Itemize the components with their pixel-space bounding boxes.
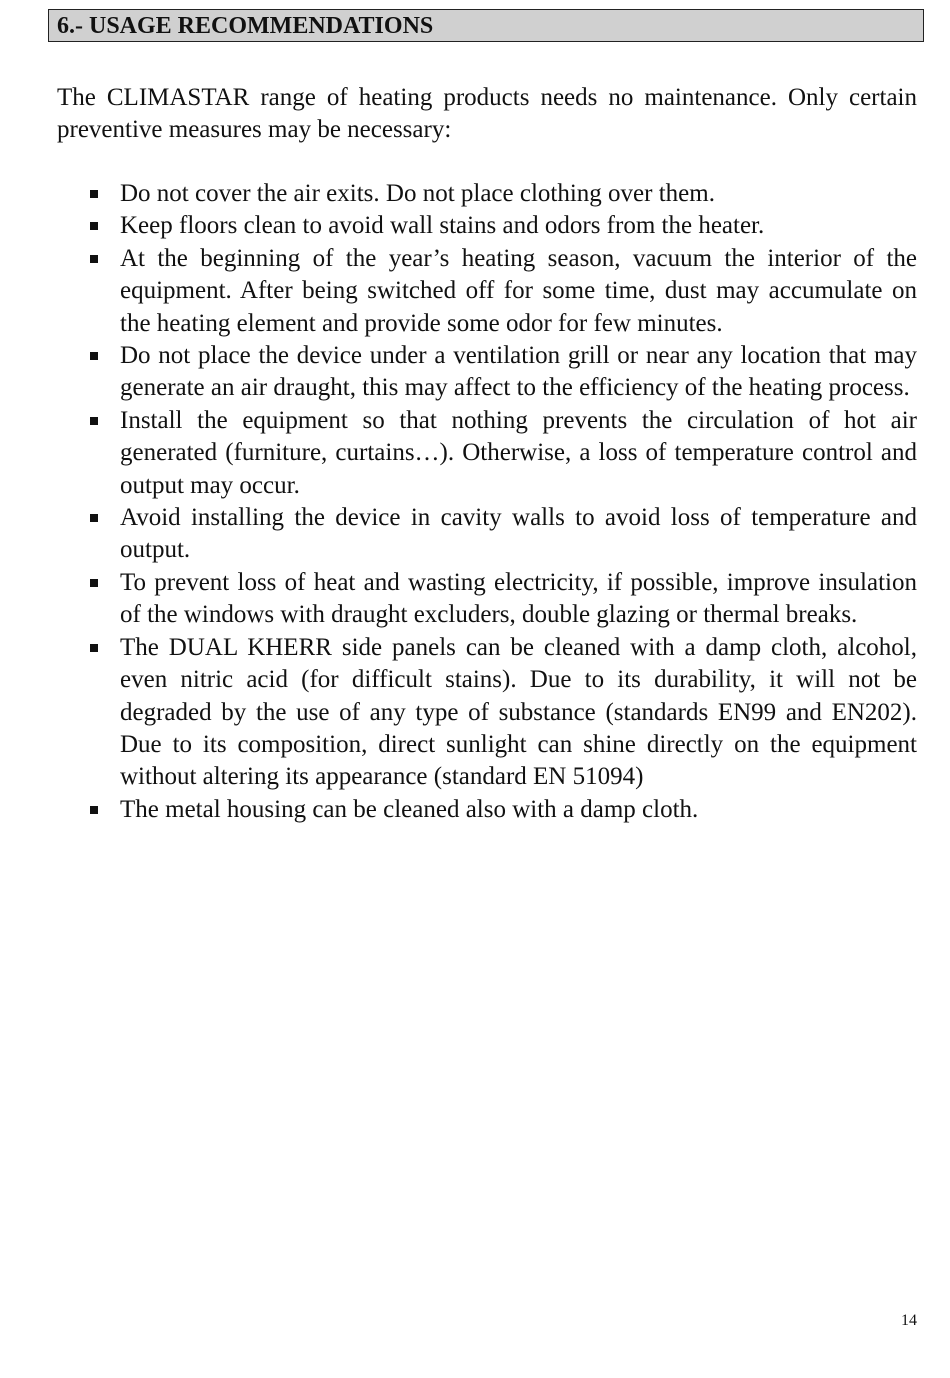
- square-bullet-icon: [90, 255, 98, 263]
- list-item-text: Avoid installing the device in cavity walls to avoid loss of temperature and output.: [120, 504, 917, 564]
- list-item: [57, 567, 917, 632]
- square-bullet-icon: [90, 806, 98, 814]
- list-item: [57, 405, 917, 502]
- list-item: [57, 243, 917, 340]
- square-bullet-icon: [90, 644, 98, 652]
- square-bullet-icon: [90, 222, 98, 230]
- intro-paragraph: The CLIMASTAR range of heating products needs no maintenance. Only certain preventive measures may be necessary:: [57, 84, 917, 144]
- list-item-text: Install the equipment so that nothing prevents the circulation of hot air generated (furniture, curtains…). Otherwise, a loss of temperature control and output may occur.: [120, 406, 917, 499]
- square-bullet-icon: [90, 514, 98, 522]
- list-item: [57, 632, 917, 794]
- list-item: [57, 178, 917, 210]
- square-bullet-icon: [90, 190, 98, 198]
- list-item: [57, 794, 917, 826]
- square-bullet-icon: [90, 579, 98, 587]
- recommendations-list: [57, 178, 917, 826]
- list-item-text: To prevent loss of heat and wasting electricity, if possible, improve insulation of the windows with draught excluders, double glazing or thermal breaks.: [120, 568, 917, 629]
- list-item: [57, 340, 917, 405]
- square-bullet-icon: [90, 417, 98, 425]
- list-item: [57, 502, 917, 567]
- page-number: 14: [901, 1312, 917, 1329]
- list-item-text: Do not cover the air exits. Do not place clothing over them.: [120, 180, 715, 207]
- list-item-text: Keep floors clean to avoid wall stains and odors from the heater.: [120, 212, 765, 240]
- section-title: 6.- USAGE RECOMMENDATIONS: [57, 13, 434, 39]
- square-bullet-icon: [90, 352, 98, 360]
- list-item-text: At the beginning of the year’s heating season, vacuum the interior of the equipment. After being switched off for some time, dust may accumulate on the heating element and provide some odor for few minutes.: [120, 244, 917, 337]
- list-item-text: The metal housing can be cleaned also with a damp cloth.: [120, 795, 699, 823]
- list-item: [57, 210, 917, 242]
- list-item-text: Do not place the device under a ventilation grill or near any location that may generate an air draught, this may affect to the efficiency of the heating process.: [120, 342, 917, 402]
- list-item-text: The DUAL KHERR side panels can be cleaned with a damp cloth, alcohol, even nitric acid (for difficult stains). Due to its durability, it will not be degraded by the use of any type of substance (standards EN99 and EN202). Due to its composition, direct sunlight can shine directly on the equipment without altering its appearance (standard EN 51094): [120, 633, 917, 791]
- section-header: [48, 9, 924, 42]
